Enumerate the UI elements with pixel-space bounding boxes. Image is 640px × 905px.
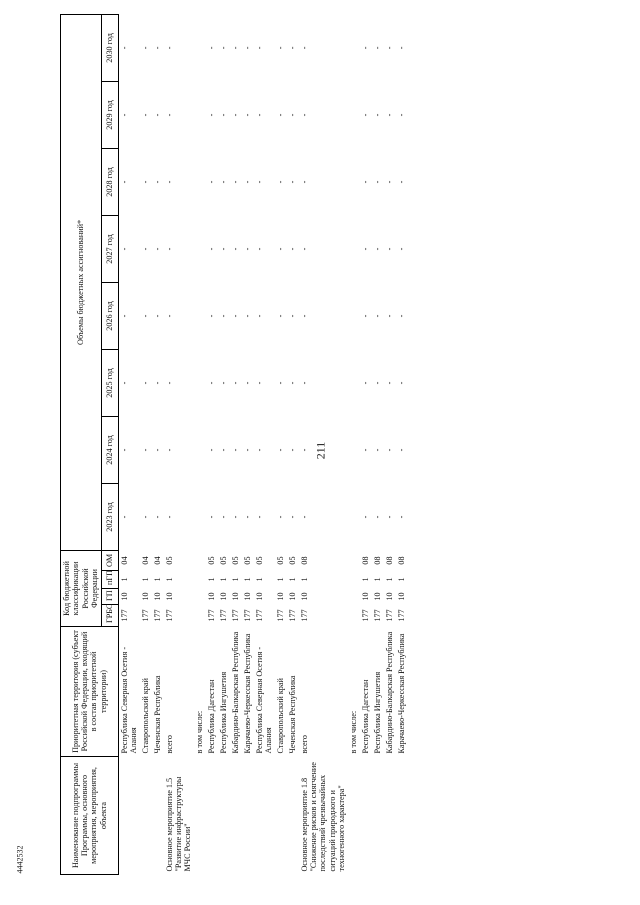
row-name-cell bbox=[118, 757, 139, 875]
row-code-cell: 10 bbox=[372, 592, 382, 601]
header-year: 2024 год bbox=[101, 416, 118, 483]
row-value-cell bbox=[194, 349, 206, 416]
row-code-cell: 1 bbox=[275, 577, 285, 582]
table-row bbox=[348, 14, 360, 874]
row-name-cell bbox=[140, 757, 152, 875]
row-value-cell: - bbox=[218, 247, 228, 251]
row-name-cell bbox=[242, 757, 254, 875]
row-code-cell: 1 bbox=[218, 577, 228, 582]
row-value-cell: - bbox=[152, 448, 162, 452]
row-value-cell: - bbox=[140, 113, 150, 117]
header-year: 2029 год bbox=[101, 81, 118, 148]
table-row bbox=[230, 14, 242, 874]
row-value-cell: - bbox=[372, 247, 382, 251]
row-territory-cell: Ставропольский край bbox=[140, 678, 150, 754]
row-code-cell: 177 bbox=[119, 609, 129, 622]
row-value-cell: - bbox=[152, 180, 162, 184]
table-row bbox=[164, 14, 194, 874]
row-value-cell: - bbox=[152, 381, 162, 385]
row-value-cell bbox=[194, 282, 206, 349]
row-value-cell: - bbox=[287, 113, 297, 117]
row-value-cell: - bbox=[242, 113, 252, 117]
row-value-cell bbox=[348, 282, 360, 349]
row-code-cell: 05 bbox=[242, 556, 252, 565]
row-value-cell: - bbox=[152, 247, 162, 251]
row-code-cell: 10 bbox=[384, 592, 394, 601]
row-code-cell: 08 bbox=[396, 556, 406, 565]
row-code-cell: 1 bbox=[242, 577, 252, 582]
row-code-cell: 1 bbox=[152, 577, 162, 582]
row-code-cell: 04 bbox=[152, 556, 162, 565]
row-value-cell: - bbox=[230, 381, 240, 385]
row-territory-cell: Карачаево-Черкесская Республика bbox=[396, 633, 406, 754]
row-value-cell: - bbox=[287, 314, 297, 318]
row-code-cell: 10 bbox=[360, 592, 370, 601]
row-code-cell: 08 bbox=[360, 556, 370, 565]
row-value-cell: - bbox=[287, 247, 297, 251]
row-value-cell: - bbox=[230, 180, 240, 184]
row-value-cell: - bbox=[242, 515, 252, 519]
row-value-cell: - bbox=[384, 448, 394, 452]
row-value-cell: - bbox=[360, 448, 370, 452]
table-row bbox=[218, 14, 230, 874]
row-value-cell: - bbox=[140, 448, 150, 452]
header-year: 2030 год bbox=[101, 14, 118, 81]
row-value-cell bbox=[348, 483, 360, 550]
header-code-gp: ГП bbox=[101, 589, 118, 605]
table-body bbox=[118, 14, 408, 874]
row-code-cell: 10 bbox=[242, 592, 252, 601]
table-row bbox=[299, 14, 348, 874]
row-value-cell: - bbox=[140, 180, 150, 184]
row-territory-cell: в том числе: bbox=[194, 710, 204, 754]
row-value-cell: - bbox=[287, 381, 297, 385]
row-code-cell: 05 bbox=[164, 556, 174, 565]
row-value-cell: - bbox=[218, 448, 228, 452]
row-code-cell: 177 bbox=[206, 609, 216, 622]
row-code-cell: 1 bbox=[287, 577, 297, 582]
row-name-cell: Основное мероприятие 1.8 "Снижение рисков и смягчение последствий чрезвычайных ситуаций природного и техногенного характера" bbox=[299, 762, 347, 872]
header-year: 2026 год bbox=[101, 282, 118, 349]
row-code-cell: 177 bbox=[384, 609, 394, 622]
row-code-cell bbox=[194, 550, 206, 570]
table-row bbox=[152, 14, 164, 874]
header-year: 2025 год bbox=[101, 349, 118, 416]
row-territory-cell: Республика Ингушетия bbox=[372, 671, 382, 754]
row-value-cell: - bbox=[396, 113, 406, 117]
row-value-cell: - bbox=[360, 46, 370, 50]
row-value-cell: - bbox=[372, 180, 382, 184]
row-value-cell: - bbox=[275, 180, 285, 184]
row-value-cell: - bbox=[396, 314, 406, 318]
row-value-cell: - bbox=[164, 515, 174, 519]
row-value-cell: - bbox=[299, 448, 309, 452]
row-value-cell: - bbox=[119, 381, 129, 385]
row-value-cell bbox=[348, 416, 360, 483]
table-row bbox=[118, 14, 139, 874]
row-value-cell bbox=[194, 81, 206, 148]
row-value-cell: - bbox=[152, 515, 162, 519]
table-row bbox=[275, 14, 287, 874]
header-name: Наименование подпрограммы Программы, основного мероприятия, мероприятия, объекта bbox=[61, 757, 119, 875]
header-territory: Приоритетная территория (субъект Российской Федерации, входящий в состав приоритетной территории) bbox=[61, 627, 119, 757]
table-header bbox=[61, 14, 119, 874]
row-code-cell: 05 bbox=[275, 556, 285, 565]
row-value-cell: - bbox=[360, 381, 370, 385]
row-value-cell: - bbox=[230, 314, 240, 318]
row-value-cell: - bbox=[152, 113, 162, 117]
row-value-cell: - bbox=[275, 247, 285, 251]
row-value-cell: - bbox=[254, 247, 264, 251]
row-value-cell: - bbox=[242, 314, 252, 318]
row-value-cell bbox=[194, 483, 206, 550]
row-code-cell: 10 bbox=[287, 592, 297, 601]
header-year: 2023 год bbox=[101, 483, 118, 550]
row-value-cell: - bbox=[164, 46, 174, 50]
row-value-cell: - bbox=[140, 314, 150, 318]
row-value-cell: - bbox=[206, 113, 216, 117]
row-value-cell bbox=[194, 14, 206, 81]
row-code-cell: 1 bbox=[299, 577, 309, 582]
row-value-cell: - bbox=[254, 515, 264, 519]
row-code-cell: 1 bbox=[254, 577, 264, 582]
row-code-cell bbox=[348, 550, 360, 570]
row-value-cell: - bbox=[140, 46, 150, 50]
row-name-cell bbox=[275, 757, 287, 875]
header-code-group: Код бюджетной классификации Российской Федерации bbox=[61, 550, 102, 626]
row-code-cell: 05 bbox=[218, 556, 228, 565]
row-value-cell: - bbox=[140, 247, 150, 251]
row-value-cell: - bbox=[299, 46, 309, 50]
row-code-cell: 177 bbox=[275, 609, 285, 622]
row-code-cell: 177 bbox=[242, 609, 252, 622]
table-row bbox=[206, 14, 218, 874]
row-value-cell: - bbox=[164, 314, 174, 318]
row-code-cell bbox=[194, 605, 206, 627]
row-value-cell: - bbox=[242, 448, 252, 452]
table-row bbox=[396, 14, 408, 874]
row-value-cell: - bbox=[242, 180, 252, 184]
row-territory-cell: Республика Дагестан bbox=[206, 679, 216, 754]
row-value-cell: - bbox=[119, 247, 129, 251]
row-territory-cell: Чеченская Республика bbox=[287, 675, 297, 754]
header-year: 2027 год bbox=[101, 215, 118, 282]
row-value-cell: - bbox=[206, 381, 216, 385]
row-value-cell: - bbox=[119, 46, 129, 50]
rotated-table-container bbox=[60, 15, 560, 875]
row-value-cell: - bbox=[275, 46, 285, 50]
row-value-cell: - bbox=[384, 113, 394, 117]
row-value-cell: - bbox=[164, 113, 174, 117]
row-territory-cell: Республика Северная Осетия - Алания bbox=[254, 646, 274, 754]
row-code-cell: 05 bbox=[230, 556, 240, 565]
row-code-cell: 1 bbox=[230, 577, 240, 582]
row-code-cell: 1 bbox=[360, 577, 370, 582]
row-value-cell: - bbox=[384, 381, 394, 385]
row-code-cell: 08 bbox=[299, 556, 309, 565]
row-value-cell: - bbox=[218, 314, 228, 318]
row-value-cell: - bbox=[396, 515, 406, 519]
table-row bbox=[287, 14, 299, 874]
table-row bbox=[242, 14, 254, 874]
row-value-cell: - bbox=[384, 314, 394, 318]
row-value-cell bbox=[348, 81, 360, 148]
header-year: 2028 год bbox=[101, 148, 118, 215]
row-code-cell bbox=[194, 571, 206, 589]
row-code-cell: 10 bbox=[275, 592, 285, 601]
row-value-cell: - bbox=[287, 515, 297, 519]
row-value-cell: - bbox=[384, 247, 394, 251]
row-code-cell: 177 bbox=[218, 609, 228, 622]
row-value-cell: - bbox=[119, 113, 129, 117]
row-value-cell: - bbox=[152, 314, 162, 318]
row-value-cell: - bbox=[119, 180, 129, 184]
row-value-cell: - bbox=[254, 314, 264, 318]
row-name-cell bbox=[396, 757, 408, 875]
table-row bbox=[194, 14, 206, 874]
row-value-cell bbox=[348, 148, 360, 215]
row-value-cell: - bbox=[230, 448, 240, 452]
row-name-cell bbox=[360, 757, 372, 875]
row-code-cell: 04 bbox=[119, 556, 129, 565]
row-code-cell: 05 bbox=[206, 556, 216, 565]
row-value-cell bbox=[194, 148, 206, 215]
row-value-cell: - bbox=[164, 381, 174, 385]
row-territory-cell: Ставропольский край bbox=[275, 678, 285, 754]
row-value-cell: - bbox=[396, 46, 406, 50]
row-value-cell: - bbox=[360, 180, 370, 184]
row-code-cell: 177 bbox=[140, 609, 150, 622]
row-value-cell bbox=[194, 215, 206, 282]
row-value-cell: - bbox=[299, 180, 309, 184]
row-name-cell: Основное мероприятие 1.5 "Развитие инфраструктуры МЧС России" bbox=[164, 776, 193, 872]
table-row bbox=[254, 14, 275, 874]
row-value-cell: - bbox=[164, 448, 174, 452]
row-code-cell bbox=[194, 589, 206, 605]
row-name-cell bbox=[384, 757, 396, 875]
document-code: 4442532 bbox=[15, 845, 25, 874]
row-value-cell: - bbox=[372, 381, 382, 385]
row-code-cell: 177 bbox=[287, 609, 297, 622]
row-code-cell: 177 bbox=[254, 609, 264, 622]
row-value-cell: - bbox=[218, 180, 228, 184]
row-value-cell: - bbox=[254, 113, 264, 117]
row-territory-cell: Карачаево-Черкесская Республика bbox=[242, 633, 252, 754]
row-value-cell: - bbox=[206, 180, 216, 184]
row-value-cell: - bbox=[230, 247, 240, 251]
row-value-cell: - bbox=[254, 46, 264, 50]
row-value-cell: - bbox=[218, 113, 228, 117]
row-value-cell: - bbox=[206, 46, 216, 50]
row-value-cell: - bbox=[275, 113, 285, 117]
row-code-cell: 1 bbox=[372, 577, 382, 582]
row-name-cell bbox=[206, 757, 218, 875]
row-territory-cell: Республика Дагестан bbox=[360, 679, 370, 754]
row-code-cell: 10 bbox=[140, 592, 150, 601]
row-code-cell bbox=[348, 571, 360, 589]
header-code-om: ОМ bbox=[101, 550, 118, 570]
row-code-cell: 177 bbox=[372, 609, 382, 622]
row-code-cell: 04 bbox=[140, 556, 150, 565]
row-value-cell: - bbox=[254, 448, 264, 452]
row-territory-cell: Республика Северная Осетия - Алания bbox=[119, 646, 139, 754]
row-code-cell: 177 bbox=[164, 609, 174, 622]
row-name-cell bbox=[372, 757, 384, 875]
row-value-cell: - bbox=[372, 314, 382, 318]
row-value-cell: - bbox=[206, 448, 216, 452]
row-value-cell: - bbox=[218, 381, 228, 385]
row-territory-cell: Кабардино-Балкарская Республика bbox=[384, 631, 394, 754]
row-code-cell: 10 bbox=[206, 592, 216, 601]
row-territory-cell: всего bbox=[164, 735, 174, 754]
row-code-cell: 10 bbox=[299, 592, 309, 601]
table-row bbox=[360, 14, 372, 874]
row-value-cell: - bbox=[396, 381, 406, 385]
row-code-cell: 10 bbox=[119, 592, 129, 601]
row-name-cell bbox=[287, 757, 299, 875]
row-code-cell: 177 bbox=[396, 609, 406, 622]
row-territory-cell: всего bbox=[299, 735, 309, 754]
budget-table bbox=[60, 14, 408, 875]
row-value-cell: - bbox=[275, 515, 285, 519]
row-value-cell: - bbox=[119, 448, 129, 452]
row-value-cell: - bbox=[140, 381, 150, 385]
row-value-cell bbox=[348, 349, 360, 416]
row-value-cell: - bbox=[396, 180, 406, 184]
row-name-cell bbox=[348, 757, 360, 875]
row-code-cell: 177 bbox=[230, 609, 240, 622]
row-value-cell: - bbox=[384, 515, 394, 519]
row-value-cell: - bbox=[119, 314, 129, 318]
row-value-cell: - bbox=[164, 180, 174, 184]
row-territory-cell: Республика Ингушетия bbox=[218, 671, 228, 754]
row-value-cell: - bbox=[206, 247, 216, 251]
row-code-cell: 177 bbox=[299, 609, 309, 622]
row-code-cell: 1 bbox=[119, 577, 129, 582]
row-code-cell bbox=[348, 605, 360, 627]
row-code-cell: 10 bbox=[396, 592, 406, 601]
row-name-cell bbox=[194, 757, 206, 875]
row-code-cell: 08 bbox=[384, 556, 394, 565]
row-name-cell bbox=[152, 757, 164, 875]
row-value-cell: - bbox=[299, 314, 309, 318]
row-value-cell: - bbox=[206, 314, 216, 318]
row-territory-cell: Кабардино-Балкарская Республика bbox=[230, 631, 240, 754]
row-code-cell: 08 bbox=[372, 556, 382, 565]
row-value-cell: - bbox=[242, 381, 252, 385]
row-value-cell: - bbox=[230, 515, 240, 519]
table-row bbox=[384, 14, 396, 874]
row-territory-cell: Чеченская Республика bbox=[152, 675, 162, 754]
row-code-cell: 05 bbox=[287, 556, 297, 565]
row-value-cell: - bbox=[119, 515, 129, 519]
row-value-cell: - bbox=[254, 381, 264, 385]
row-name-cell bbox=[230, 757, 242, 875]
row-code-cell: 1 bbox=[140, 577, 150, 582]
row-value-cell: - bbox=[164, 247, 174, 251]
row-value-cell: - bbox=[140, 515, 150, 519]
row-value-cell: - bbox=[287, 180, 297, 184]
row-value-cell: - bbox=[275, 314, 285, 318]
row-value-cell: - bbox=[206, 515, 216, 519]
row-value-cell: - bbox=[360, 113, 370, 117]
row-code-cell: 10 bbox=[152, 592, 162, 601]
row-value-cell: - bbox=[275, 381, 285, 385]
row-code-cell: 177 bbox=[360, 609, 370, 622]
row-value-cell: - bbox=[396, 448, 406, 452]
row-code-cell: 1 bbox=[396, 577, 406, 582]
row-name-cell bbox=[218, 757, 230, 875]
row-value-cell: - bbox=[218, 515, 228, 519]
row-code-cell: 10 bbox=[230, 592, 240, 601]
header-volumes-group: Объемы бюджетных ассигнований* bbox=[61, 14, 102, 550]
row-code-cell: 1 bbox=[206, 577, 216, 582]
row-value-cell: - bbox=[372, 113, 382, 117]
row-code-cell: 1 bbox=[164, 577, 174, 582]
page-number: 211 bbox=[313, 441, 328, 460]
row-value-cell: - bbox=[287, 46, 297, 50]
row-value-cell: - bbox=[275, 448, 285, 452]
row-name-cell bbox=[254, 757, 275, 875]
row-value-cell bbox=[194, 416, 206, 483]
row-value-cell: - bbox=[396, 247, 406, 251]
row-value-cell: - bbox=[218, 46, 228, 50]
header-code-grbs: ГРБС bbox=[101, 605, 118, 627]
row-value-cell: - bbox=[299, 381, 309, 385]
row-value-cell: - bbox=[372, 448, 382, 452]
row-value-cell: - bbox=[242, 247, 252, 251]
row-value-cell: - bbox=[384, 46, 394, 50]
row-value-cell: - bbox=[230, 46, 240, 50]
row-value-cell: - bbox=[254, 180, 264, 184]
row-value-cell bbox=[348, 14, 360, 81]
row-code-cell: 05 bbox=[254, 556, 264, 565]
row-code-cell: 10 bbox=[218, 592, 228, 601]
row-code-cell: 10 bbox=[164, 592, 174, 601]
row-value-cell: - bbox=[360, 247, 370, 251]
row-value-cell bbox=[348, 215, 360, 282]
row-code-cell: 1 bbox=[384, 577, 394, 582]
table-row bbox=[140, 14, 152, 874]
row-code-cell bbox=[348, 589, 360, 605]
row-territory-cell: в том числе: bbox=[348, 710, 358, 754]
row-value-cell: - bbox=[299, 247, 309, 251]
row-value-cell: - bbox=[242, 46, 252, 50]
row-value-cell: - bbox=[287, 448, 297, 452]
table-row bbox=[372, 14, 384, 874]
row-value-cell: - bbox=[152, 46, 162, 50]
row-value-cell: - bbox=[372, 515, 382, 519]
row-value-cell: - bbox=[230, 113, 240, 117]
row-value-cell: - bbox=[384, 180, 394, 184]
row-value-cell: - bbox=[360, 314, 370, 318]
row-code-cell: 177 bbox=[152, 609, 162, 622]
header-code-pgp: пГП bbox=[101, 571, 118, 589]
row-value-cell: - bbox=[372, 46, 382, 50]
row-code-cell: 10 bbox=[254, 592, 264, 601]
row-value-cell: - bbox=[299, 113, 309, 117]
row-value-cell: - bbox=[299, 515, 309, 519]
row-value-cell: - bbox=[360, 515, 370, 519]
